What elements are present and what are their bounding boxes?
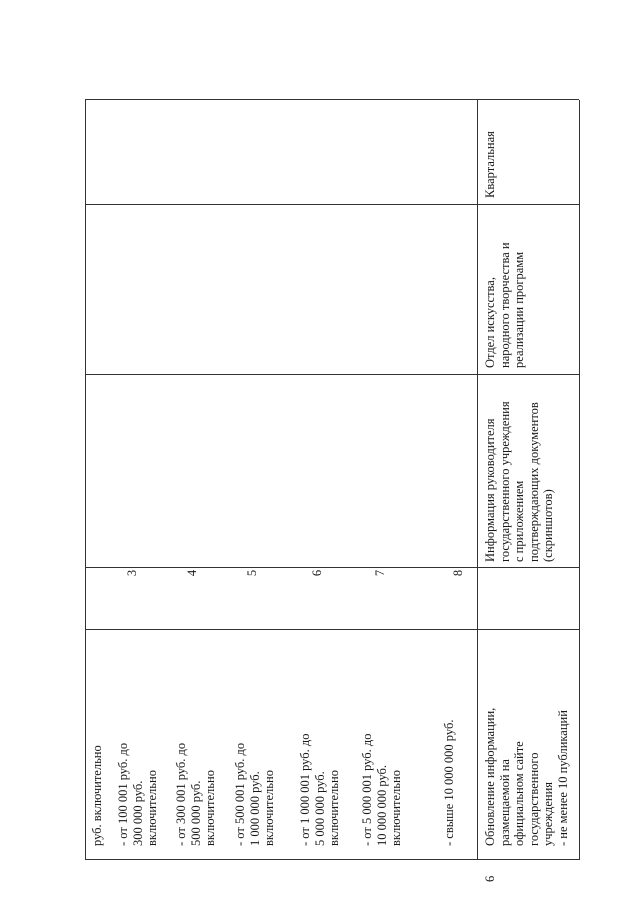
threshold-4: - от 1 000 001 руб. до 5 000 000 руб. включительно [298,733,341,846]
score-4: 4 [185,569,199,577]
col-sep-1 [85,859,579,860]
row6-responsible: Отдел искусства, народного творчества и реализации программ [483,242,526,368]
score-7: 7 [373,569,387,577]
score-6: 6 [310,569,324,577]
threshold-2: - от 300 001 руб. до 500 000 руб. включительно [174,742,217,846]
col-sep-3 [85,567,579,568]
row6-source: Информация руководителя государственного учреждения с приложением подтверждающих документов (скриншотов) [483,401,555,562]
threshold-1: - от 100 001 руб. до 300 000 руб. включительно [116,742,159,846]
col-sep-6 [85,99,579,100]
threshold-3: - от 500 001 руб. до 1 000 000 руб. включительно [233,742,276,846]
row6-period: Квартальная [483,131,497,198]
row-separator [477,100,478,860]
score-8: 8 [451,569,465,577]
threshold-0: руб. включительно [90,745,104,846]
threshold-6: - свыше 10 000 000 руб. [442,719,456,846]
row6-indicator: Обновление информации, размещаемой на официальном сайте государственного учреждения - не менее 10 публикаций [483,707,570,846]
table-border-top [85,100,86,860]
row6-number: 6 [483,875,497,882]
threshold-5: - от 5 000 001 руб. до 10 000 000 руб. включительно [360,733,403,846]
col-sep-5 [85,204,579,205]
rotated-table [85,100,585,882]
col-sep-2 [85,629,579,630]
table-border-bottom [579,100,580,860]
score-5: 5 [245,569,259,577]
score-3: 3 [125,569,139,577]
col-sep-4 [85,374,579,375]
